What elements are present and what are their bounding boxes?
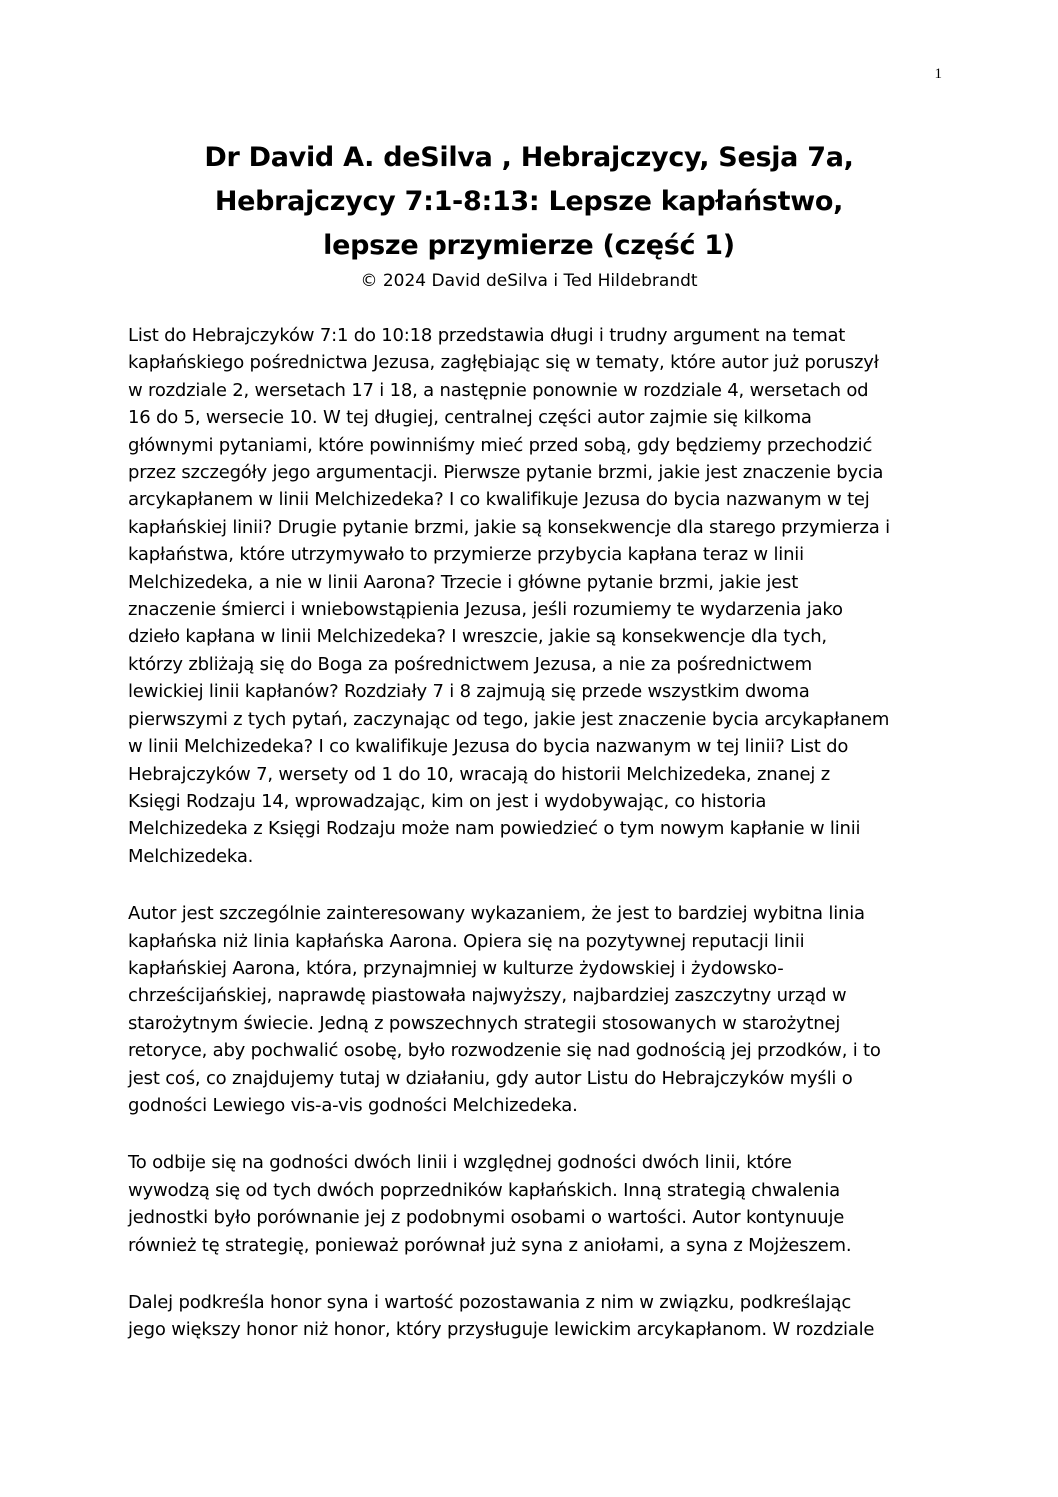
paragraph-line: kapłańskiej linii? Drugie pytanie brzmi, jakie są konsekwencje dla starego przymierza i (128, 516, 890, 538)
paragraph-line: którzy zbliżają się do Boga za pośrednictwem Jezusa, a nie za pośrednictwem (128, 653, 812, 675)
paragraph-line: List do Hebrajczyków 7:1 do 10:18 przedstawia długi i trudny argument na temat (128, 325, 846, 346)
paragraph-line: Melchizedeka. (128, 845, 254, 867)
paragraph-line: To odbije się na godności dwóch linii i względnej godności dwóch linii, które (128, 1152, 792, 1174)
document-header (128, 136, 930, 294)
document-title-line-1: Dr David A. deSilva , Hebrajczycy, Sesja 7a, (204, 142, 854, 173)
paragraph-line: jego większy honor niż honor, który przysługuje lewickim arcykapłanom. W rozdziale (128, 1319, 875, 1341)
paragraph (128, 1289, 940, 1344)
paragraph-line: dzieło kapłana w linii Melchizedeka? I wreszcie, jakie są konsekwencje dla tych, (128, 626, 827, 648)
paragraph-line: jednostki było porównanie jej z podobnymi osobami o wartości. Autor kontynuuje (128, 1207, 845, 1229)
paragraph-line: wywodzą się od tych dwóch poprzedników kapłańskich. Inną strategią chwalenia (128, 1179, 840, 1201)
paragraph (128, 1149, 940, 1259)
paragraph-line: godności Lewiego vis-a-vis godności Melchizedeka. (128, 1094, 578, 1116)
paragraph-line: Melchizedeka z Księgi Rodzaju może nam powiedzieć o tym nowym kapłanie w linii (128, 818, 861, 840)
paragraph-line: kapłańska niż linia kapłańska Aarona. Opiera się na pozytywnej reputacji linii (128, 930, 805, 952)
paragraph-line: pierwszymi z tych pytań, zaczynając od tego, jakie jest znaczenie bycia arcykapłanem (128, 708, 890, 730)
paragraph-line: Księgi Rodzaju 14, wprowadzając, kim on jest i wydobywając, co historia (128, 790, 767, 812)
paragraph-line: znaczenie śmierci i wniebowstąpienia Jezusa, jeśli rozumiemy te wydarzenia jako (128, 599, 843, 621)
copyright-notice: © 2024 David deSilva i Ted Hildebrandt (360, 271, 698, 291)
document-title-line-2: Hebrajczycy 7:1-8:13: Lepsze kapłaństwo, (214, 186, 844, 217)
paragraph-line: Hebrajczyków 7, wersety od 1 do 10, wracają do historii Melchizedeka, znanej z (128, 763, 830, 785)
paragraph-line: Dalej podkreśla honor syna i wartość pozostawania z nim w związku, podkreślając (128, 1292, 852, 1313)
paragraph-line: w rozdziale 2, wersetach 17 i 18, a następnie ponownie w rozdziale 4, wersetach od (128, 379, 869, 401)
paragraph-line: 16 do 5, wersecie 10. W tej długiej, centralnej części autor zajmie się kilkoma (128, 407, 812, 429)
paragraph-line: jest coś, co znajdujemy tutaj w działaniu, gdy autor Listu do Hebrajczyków myśli o (128, 1067, 853, 1089)
paragraph-line: Autor jest szczególnie zainteresowany wykazaniem, że jest to bardziej wybitna linia (128, 903, 865, 925)
paragraph-line: również tę strategię, ponieważ porównał już syna z aniołami, a syna z Mojżeszem. (128, 1234, 852, 1256)
paragraph-line: chrześcijańskiej, naprawdę piastowała najwyższy, najbardziej zaszczytny urząd w (128, 985, 847, 1007)
page-number: 1 (934, 66, 942, 82)
paragraph (128, 900, 940, 1119)
paragraph-line: lewickiej linii kapłanów? Rozdziały 7 i 8 zajmują się przede wszystkim dwoma (128, 681, 810, 703)
document-body (128, 322, 940, 1374)
paragraph-line: starożytnym świecie. Jedną z powszechnych strategii stosowanych w starożytnej (128, 1012, 841, 1034)
paragraph (128, 322, 940, 870)
document-title-line-3: lepsze przymierze (część 1) (323, 230, 735, 261)
paragraph-line: retoryce, aby pochwalić osobę, było rozwodzenie się nad godnością jej przodków, i to (128, 1040, 881, 1062)
paragraph-line: w linii Melchizedeka? I co kwalifikuje Jezusa do bycia nazwanym w tej linii? List do (128, 736, 849, 758)
paragraph-line: Melchizedeka, a nie w linii Aarona? Trzecie i główne pytanie brzmi, jakie jest (128, 571, 799, 593)
paragraph-line: kapłańskiej Aarona, która, przynajmniej w kulturze żydowskiej i żydowsko- (128, 957, 784, 979)
paragraph-line: kapłańskiego pośrednictwa Jezusa, zagłębiając się w tematy, które autor już poruszył (128, 352, 879, 374)
paragraph-line: przez szczegóły jego argumentacji. Pierwsze pytanie brzmi, jakie jest znaczenie bycia (128, 462, 884, 484)
paragraph-line: głównymi pytaniami, które powinniśmy mieć przed sobą, gdy będziemy przechodzić (128, 434, 873, 456)
paragraph-line: kapłaństwa, które utrzymywało to przymierze przybycia kapłana teraz w linii (128, 544, 804, 566)
paragraph-line: arcykapłanem w linii Melchizedeka? I co kwalifikuje Jezusa do bycia nazwanym w tej (128, 489, 870, 511)
